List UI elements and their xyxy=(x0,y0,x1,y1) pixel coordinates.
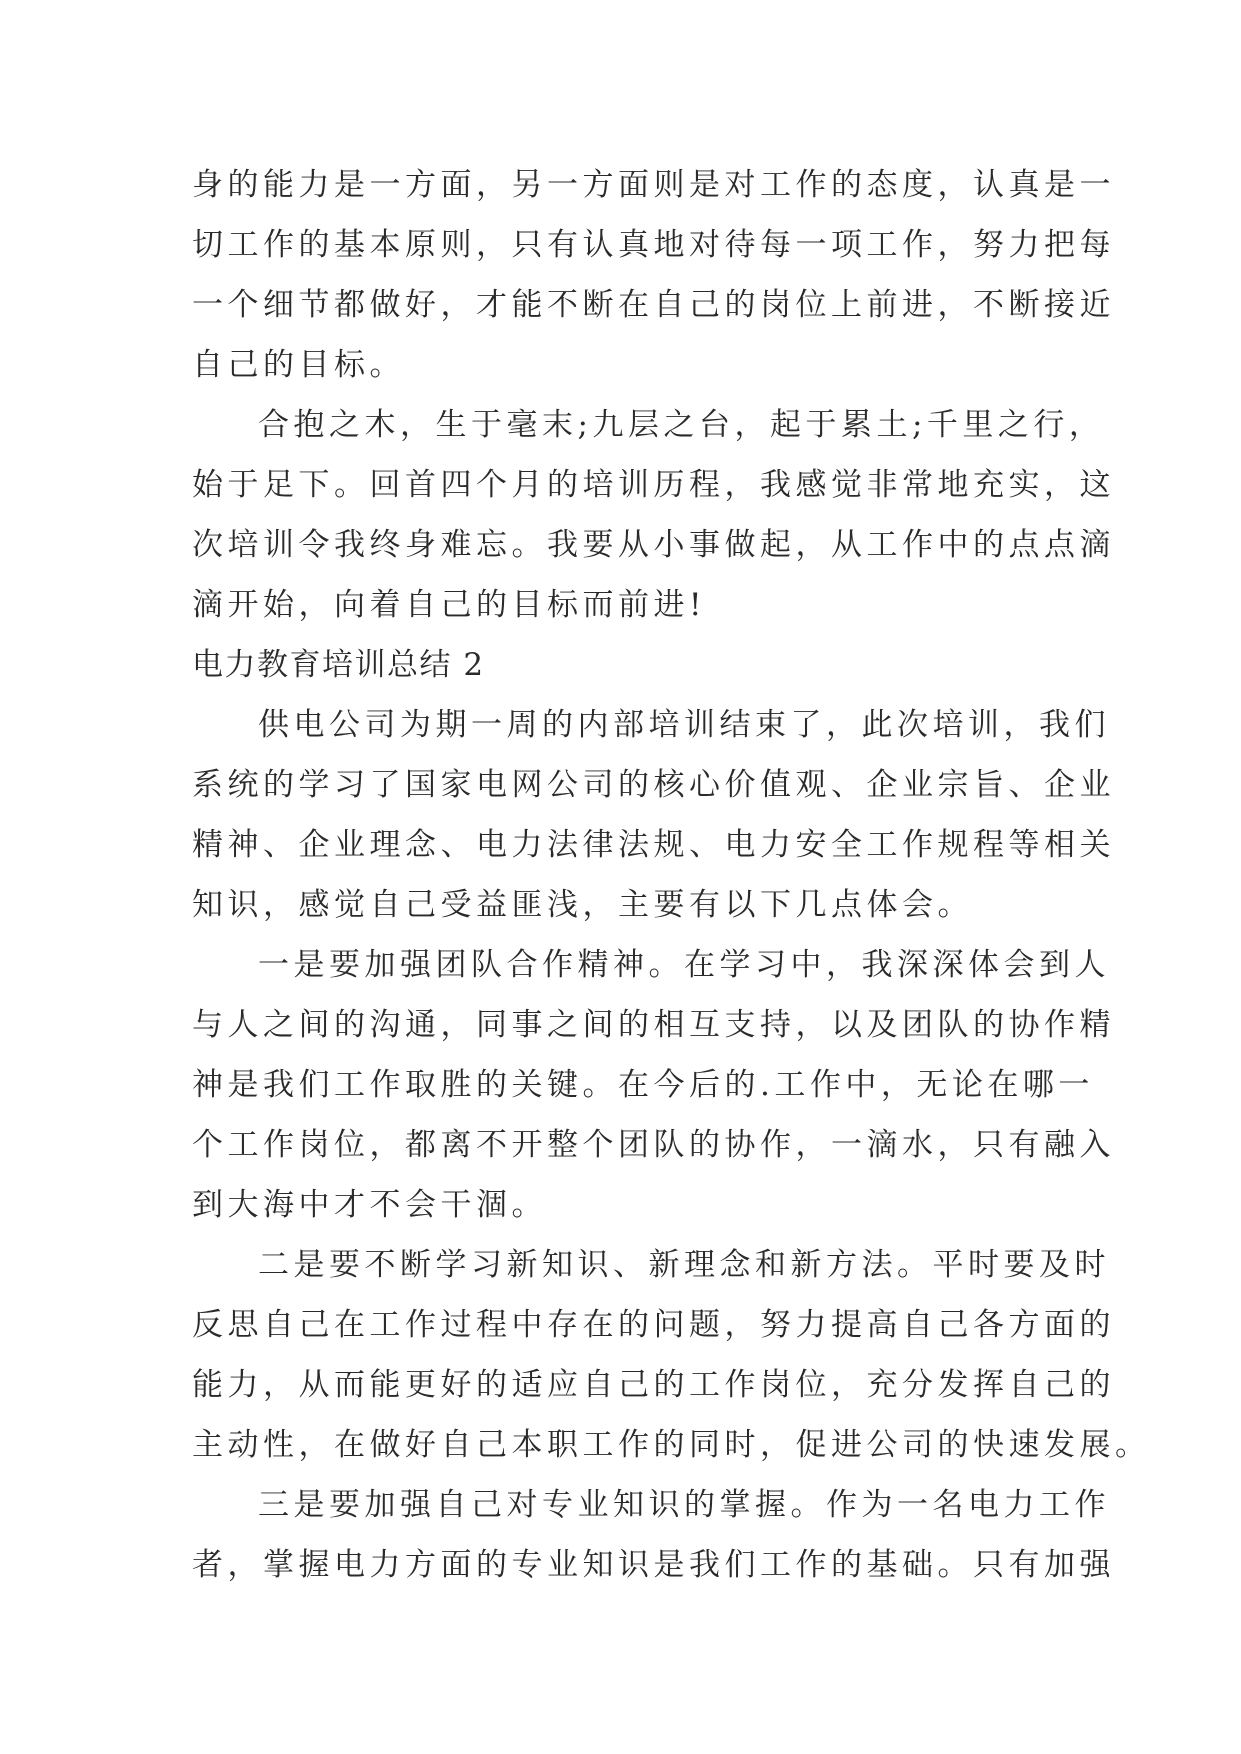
text-line: 滴开始，向着自己的目标而前进! xyxy=(192,587,706,623)
text-line: 始于足下。回首四个月的培训历程，我感觉非常地充实，这 xyxy=(192,467,1115,503)
text-line: 切工作的基本原则，只有认真地对待每一项工作，努力把每 xyxy=(192,227,1115,263)
text-line: 一个细节都做好，才能不断在自己的岗位上前进，不断接近 xyxy=(192,287,1115,323)
paragraph-first-line: 供电公司为期一周的内部培训结束了，此次培训，我们 xyxy=(258,707,1110,743)
text-line: 主动性，在做好自己本职工作的同时，促进公司的快速发展。 xyxy=(192,1427,1151,1463)
section-heading: 电力教育培训总结 2 xyxy=(192,647,485,683)
text-line: 神是我们工作取胜的关键。在今后的.工作中，无论在哪一 xyxy=(192,1067,1094,1103)
text-line: 身的能力是一方面，另一方面则是对工作的态度，认真是一 xyxy=(192,167,1115,203)
text-line: 个工作岗位，都离不开整个团队的协作，一滴水，只有融入 xyxy=(192,1127,1115,1163)
paragraph-first-line: 三是要加强自己对专业知识的掌握。作为一名电力工作 xyxy=(258,1487,1110,1523)
text-line: 者，掌握电力方面的专业知识是我们工作的基础。只有加强 xyxy=(192,1547,1115,1583)
text-line: 与人之间的沟通，同事之间的相互支持，以及团队的协作精 xyxy=(192,1007,1115,1043)
text-line: 能力，从而能更好的适应自己的工作岗位，充分发挥自己的 xyxy=(192,1367,1115,1403)
paragraph-first-line: 二是要不断学习新知识、新理念和新方法。平时要及时 xyxy=(258,1247,1110,1283)
text-line: 到大海中才不会干涸。 xyxy=(192,1187,547,1223)
text-line: 知识，感觉自己受益匪浅，主要有以下几点体会。 xyxy=(192,887,973,923)
text-line: 系统的学习了国家电网公司的核心价值观、企业宗旨、企业 xyxy=(192,767,1115,803)
text-line: 次培训令我终身难忘。我要从小事做起，从工作中的点点滴 xyxy=(192,527,1115,563)
text-line: 自己的目标。 xyxy=(192,347,405,383)
paragraph-first-line: 合抱之木，生于毫末;九层之台，起于累土;千里之行， xyxy=(258,407,1105,443)
text-line: 精神、企业理念、电力法律法规、电力安全工作规程等相关 xyxy=(192,827,1115,863)
text-line: 反思自己在工作过程中存在的问题，努力提高自己各方面的 xyxy=(192,1307,1115,1343)
document-body xyxy=(192,155,1151,1595)
paragraph-first-line: 一是要加强团队合作精神。在学习中，我深深体会到人 xyxy=(258,947,1110,983)
